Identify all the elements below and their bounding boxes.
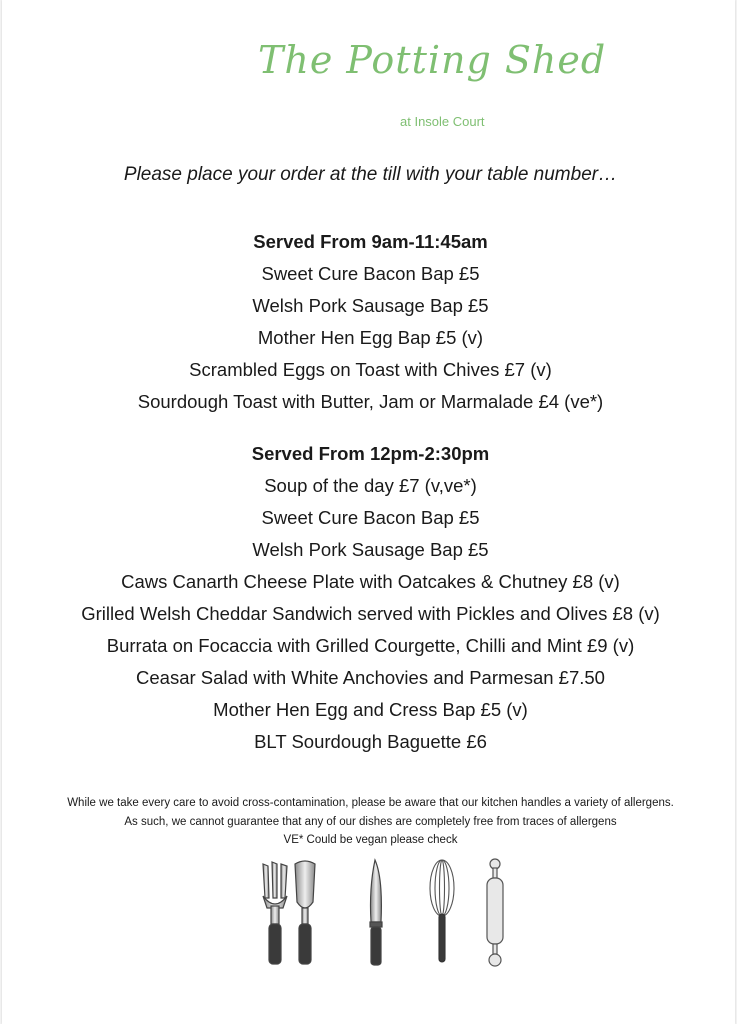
- menu-item: Sourdough Toast with Butter, Jam or Marmalade £4 (ve*): [137, 391, 604, 412]
- menu-item: Grilled Welsh Cheddar Sandwich served with Pickles and Olives £8 (v): [81, 603, 660, 624]
- whisk-icon: [430, 860, 454, 962]
- logo-script-text: The Potting Shed: [258, 38, 607, 82]
- menu-item: Sweet Cure Bacon Bap £5: [261, 263, 480, 284]
- menu-item: Welsh Pork Sausage Bap £5: [252, 295, 489, 316]
- menu-item: Caws Canarth Cheese Plate with Oatcakes & Chutney £8 (v): [121, 571, 620, 592]
- order-instruction: Please place your order at the till with your table number…: [123, 164, 618, 185]
- knife-icon: [370, 860, 382, 965]
- allergen-notice: [2, 794, 737, 850]
- section-heading: Served From 9am-11:45am: [253, 231, 488, 252]
- menu-item: Ceasar Salad with White Anchovies and Parmesan £7.50: [136, 667, 605, 688]
- trowel-icon: [295, 861, 315, 964]
- allergen-line-1: While we take every care to avoid cross-contamination, please be aware that our kitchen handles a variety of allergens.: [67, 797, 674, 809]
- rolling-pin-icon: [487, 859, 503, 966]
- section-heading: Served From 12pm-2:30pm: [251, 443, 490, 464]
- menu-item: Mother Hen Egg Bap £5 (v): [257, 327, 484, 348]
- menu-item: Burrata on Focaccia with Grilled Courgette, Chilli and Mint £9 (v): [106, 635, 635, 656]
- menu-page: [2, 0, 735, 1024]
- menu-item: Soup of the day £7 (v,ve*): [264, 475, 477, 496]
- menu-item: BLT Sourdough Baguette £6: [254, 731, 487, 752]
- vegan-note: VE* Could be vegan please check: [283, 834, 458, 846]
- lunch-section: [2, 438, 737, 758]
- logo-subtitle: at Insole Court: [400, 114, 485, 129]
- logo: [232, 28, 607, 134]
- fork-icon: [263, 862, 287, 964]
- menu-item: Welsh Pork Sausage Bap £5: [252, 539, 489, 560]
- breakfast-section: [2, 226, 737, 418]
- allergen-line-2: As such, we cannot guarantee that any of our dishes are completely free from traces of allergens: [124, 815, 617, 828]
- menu-item: Sweet Cure Bacon Bap £5: [261, 507, 480, 528]
- menu-item: Scrambled Eggs on Toast with Chives £7 (v): [189, 359, 552, 380]
- utensils-illustration: [257, 858, 517, 970]
- menu-item: Mother Hen Egg and Cress Bap £5 (v): [213, 699, 528, 720]
